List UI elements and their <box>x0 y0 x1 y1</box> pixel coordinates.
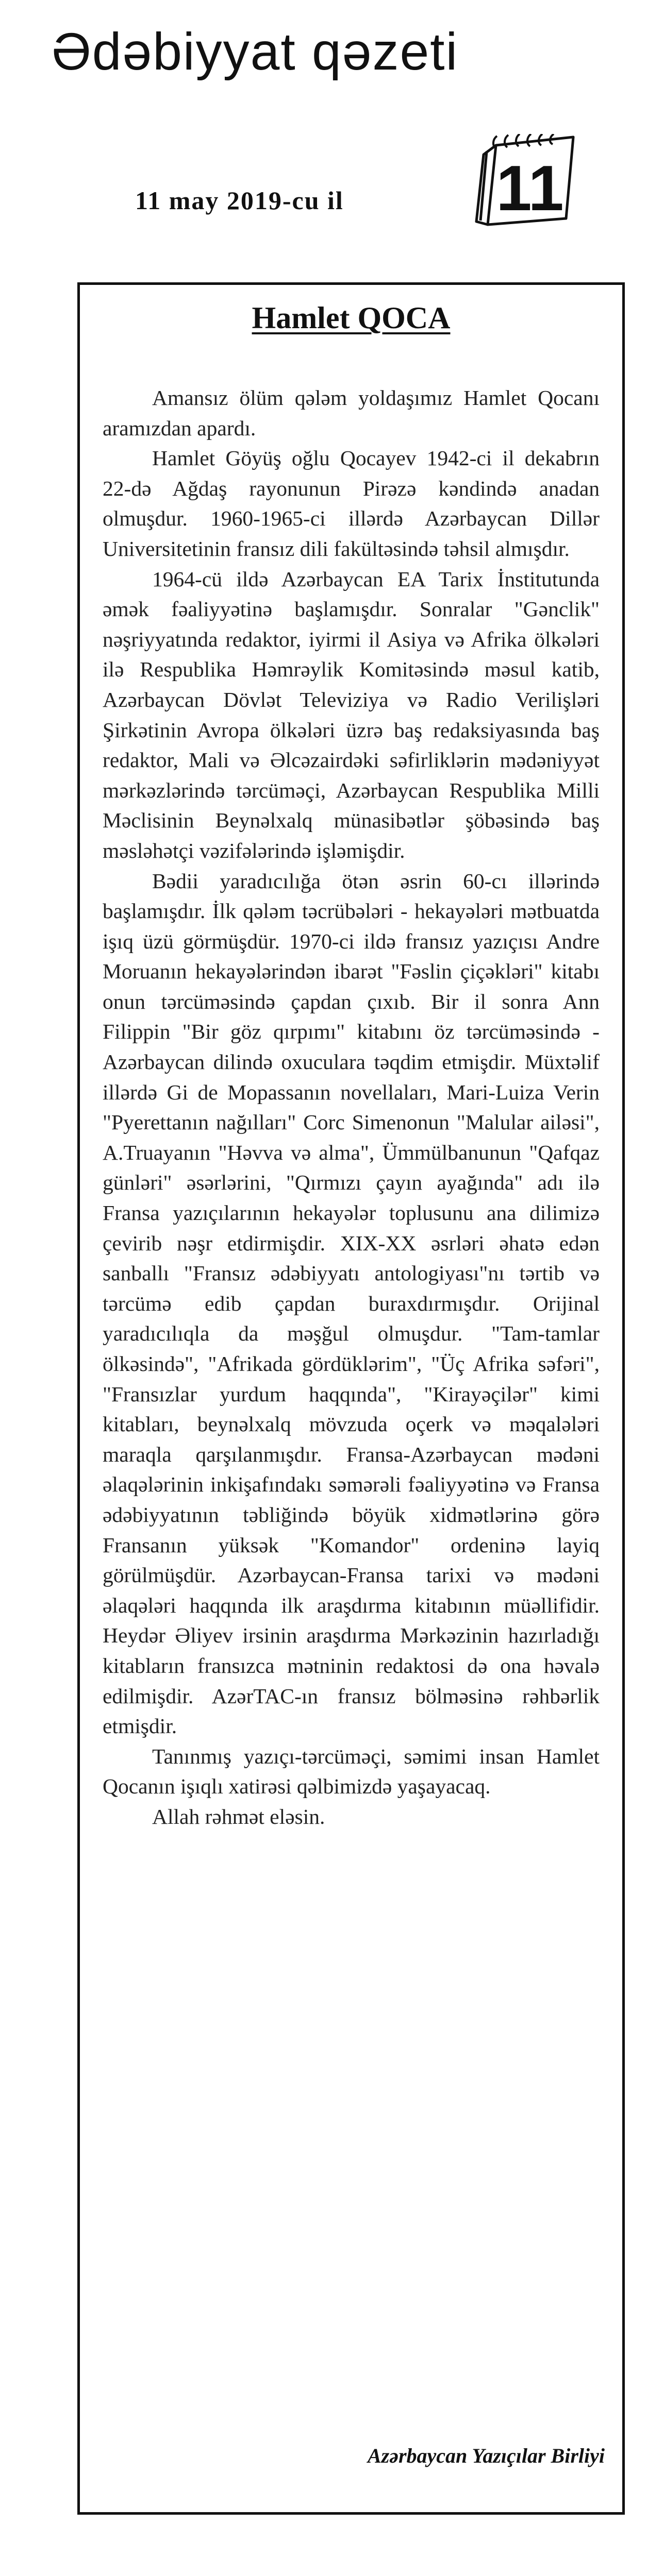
obituary-body <box>103 383 600 1832</box>
paragraph-1: Amansız ölüm qələm yoldaşımız Hamlet Qocanı aramızdan apardı. <box>103 386 600 440</box>
issue-number: 11 <box>496 153 564 224</box>
issue-date: 11 may 2019-cu il <box>135 186 344 215</box>
calendar-page-icon <box>466 134 579 227</box>
obituary-title: Hamlet QOCA <box>252 301 451 335</box>
signature: Azərbaycan Yazıçılar Birliyi <box>367 2444 605 2467</box>
obituary-box <box>77 282 625 2515</box>
paragraph-5: Tanınmış yazıçı-tərcüməçi, səmimi insan Hamlet Qocanın işıqlı xatirəsi qəlbimizdə yaşayacaq. <box>103 1744 600 1799</box>
paragraph-2: Hamlet Göyüş oğlu Qocayev 1942-ci il dekabrın 22-də Ağdaş rayonunun Pirəzə kəndində anadan olmuşdur. 1960-1965-ci illərdə Azərbaycan Dillər Universitetinin fransız dili fakültəsində təhsil almışdır. <box>103 446 600 561</box>
paragraph-6: Allah rəhmət eləsin. <box>152 1804 325 1828</box>
paragraph-3: 1964-cü ildə Azərbaycan EA Tarix İnstitutunda əmək fəaliyyətinə başlamışdır. Sonralar "Gənclik" nəşriyyatında redaktor, iyirmi il Asiya və Afrika ölkələri ilə Respublika Həmrəylik Komitəsində məsul katib, Azərbaycan Dövlət Televiziya və Radio Verilişləri Şirkətinin Avropa ölkələri üzrə baş redaksiyasında baş redaktor, Mali və Əlcəzairdəki səfirliklərin mədəniyyət mərkəzlərində tərcüməçi, Azərbaycan Respublika Milli Məclisinin Beynəlxalq münasibətlər şöbəsində baş məsləhətçi vəzifələrində işləmişdir. <box>103 567 600 862</box>
newspaper-masthead: Ədəbiyyat qəzeti <box>52 22 459 81</box>
paragraph-4: Bədii yaradıcılığa ötən əsrin 60-cı illərində başlamışdır. İlk qələm təcrübələri - hekayələri mətbuatda işıq üzü görmüşdür. 1970-ci ildə fransız yazıçısı Andre Moruanın hekayələrindən ibarət "Fəslin çiçəkləri" kitabı onun tərcüməsində çapdan çıxıb. Bir il sonra Ann Filippin "Bir göz qırpımı" kitabını öz tərcüməsində - Azərbaycan dilində oxuculara təqdim etmişdir. Müxtəlif illərdə Gi de Mopassanın novellaları, Mari-Luiza Verin "Pyerettanın nağılları" Corc Simenonun "Malular ailəsi", A.Truayanın "Həvva və alma", Ümmülbanunun "Qafqaz günləri" əsərlərini, "Qırmızı çayın ayağında" adı ilə Fransa yazıçılarının hekayələr toplusunu ana dilimizə çevirib nəşr etdirmişdir. XIX-XX əsrləri əhatə edən sanballı "Fransız ədəbiyyatı antologiyası"nı tərtib və tərcümə edib çapdan buraxdırmışdır. Orijinal yaradıcılıqla da məşğul olmuşdur. "Tam-tamlar ölkəsində", "Afrikada gördüklərim", "Üç Afrika səfəri", "Fransızlar yurdum haqqında", "Kirayəçilər" kimi kitabları, beynəlxalq mövzuda oçerk və məqalələri maraqla qarşılanmışdır. Fransa-Azərbaycan mədəni əlaqələrinin inkişafındakı səmərəli fəaliyyətinə və Fransa ədəbiyyatının təbliğində böyük xidmətlərinə görə Fransanın yüksək "Komandor" ordeninə layiq görülmüşdür. Azərbaycan-Fransa tarixi və mədəni əlaqələri haqqında ilk araşdırma kitabının müəllifidir. Heydər Əliyev irsinin araşdırma Mərkəzinin hazırladığı kitabların fransızca mətninin redaktosi də ona həvalə edilmişdir. AzərTAC-ın fransız bölməsinə rəhbərlik etmişdir. <box>103 869 600 1738</box>
